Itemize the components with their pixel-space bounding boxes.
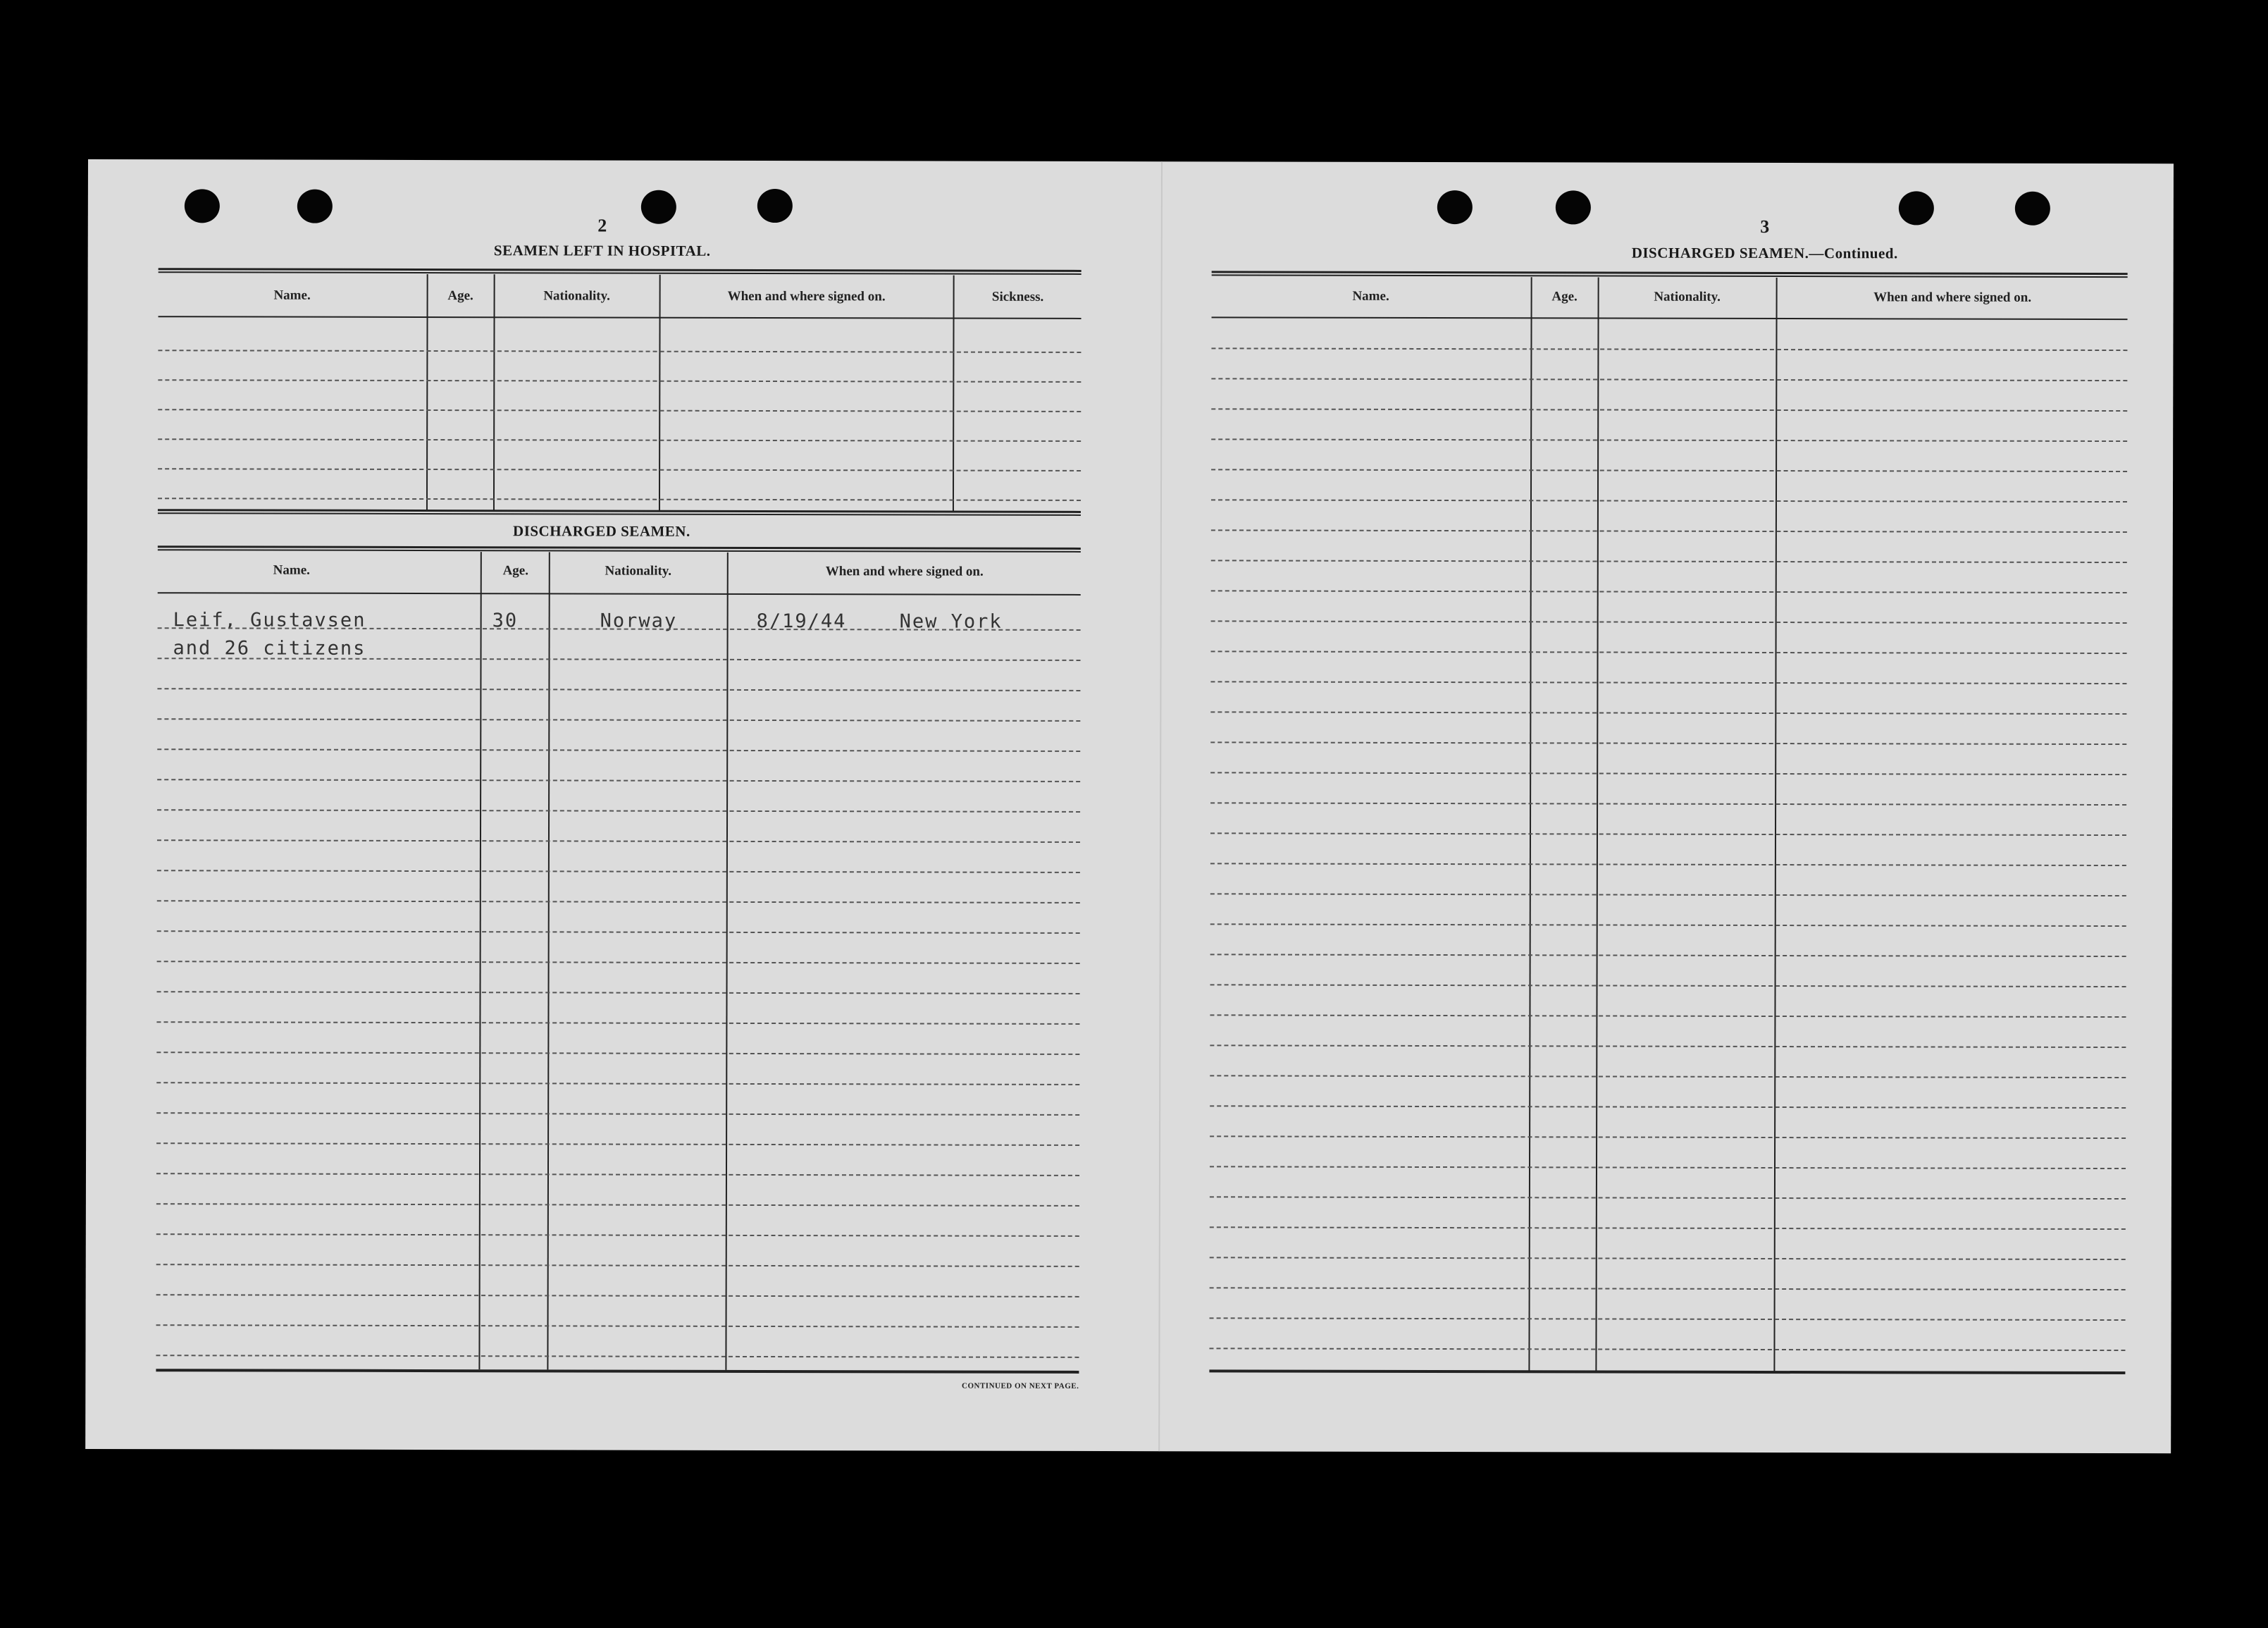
entry-line [156,1052,1079,1055]
col-name-header: Name. [273,562,310,578]
entry-line [1211,408,2127,412]
entry-line [1211,590,2127,593]
entry-line [157,688,1080,691]
entry-date: 8/19/44 [756,610,847,633]
column-divider [1528,277,1532,1371]
continued-note: CONTINUED ON NEXT PAGE. [962,1381,1079,1390]
entry-line [1210,1044,2126,1048]
entry-line [1210,923,2126,927]
entry-place: New York [899,610,1003,633]
entry-line [1211,499,2127,502]
entry-line [1210,1105,2126,1109]
header-rule [158,545,1081,553]
entry-line [1210,893,2126,896]
entry-line [157,779,1080,782]
column-divider [953,276,955,512]
entry-line [157,718,1080,722]
entry-line [1211,650,2127,654]
entry-line [1210,1075,2126,1078]
entry-line [158,658,1081,661]
entry-line [1211,469,2127,472]
entry-line [1210,1135,2126,1139]
col-signed-on-header: When and where signed on. [1873,290,2032,305]
entry-line [157,748,1080,752]
entry-line [157,930,1080,934]
header-rule [1212,271,2128,278]
column-divider [659,275,661,512]
entry-line [158,468,1081,471]
entry-line [1211,347,2127,351]
ledger-sheet [85,159,2174,1453]
entry-line [1210,832,2126,836]
col-nationality-header: Nationality. [1654,289,1721,304]
entry-line [1211,438,2127,442]
entry-line [1210,954,2126,957]
entry-line [156,1324,1079,1328]
entry-line [1210,711,2126,715]
entry-name: Leif, Gustavsen [173,609,366,631]
col-nationality-header: Nationality. [605,563,672,579]
entry-line [156,1082,1079,1085]
col-age-header: Age. [1551,289,1578,304]
column-divider [478,552,481,1369]
entry-line [156,1203,1079,1207]
entry-line [1210,741,2126,745]
entry-line [156,1173,1079,1176]
col-sickness-header: Sickness. [991,289,1044,304]
column-header-rule [159,316,1082,319]
entry-line [1211,560,2127,563]
entry-line [158,350,1081,353]
entry-line [1211,378,2127,381]
entry-line [156,1142,1079,1146]
entry-line [1210,681,2126,684]
entry-age: 30 [492,610,519,632]
entry-line [1210,1257,2126,1260]
column-divider [1595,277,1599,1371]
table-bottom-rule [156,1369,1079,1374]
entry-line [1210,863,2126,866]
page-fold [1158,161,1163,1451]
discharged-continued-title: DISCHARGED SEAMEN.—Continued. [1631,244,1898,262]
column-divider [725,553,728,1370]
col-age-header: Age. [447,288,473,304]
section-rule [158,509,1081,516]
column-divider [1773,278,1777,1372]
entry-line [156,1264,1079,1267]
entry-line [156,1233,1079,1237]
column-divider [426,274,428,511]
entry-line [157,839,1080,843]
hospital-section-title: SEAMEN LEFT IN HOSPITAL. [493,242,711,259]
discharged-section-title: DISCHARGED SEAMEN. [513,522,690,540]
entry-line [1209,1348,2125,1351]
page-number: 3 [1760,216,1770,237]
entry-line [1210,984,2126,987]
entry-line [1210,1014,2126,1018]
column-divider [547,552,550,1369]
left-page [85,159,1159,1451]
entry-line [157,809,1080,813]
entry-nationality: Norway [600,610,678,632]
entry-line [1210,1317,2126,1321]
col-signed-on-header: When and where signed on. [825,564,984,579]
entry-line [156,1294,1079,1297]
entry-name: and 26 citizens [173,637,366,660]
column-header-rule [158,592,1081,596]
entry-line [158,498,1081,501]
entry-line [1211,529,2127,533]
col-name-header: Name. [273,288,311,303]
entry-line [156,1112,1079,1116]
col-signed-on-header: When and where signed on. [727,288,886,304]
entry-line [156,1021,1079,1025]
entry-line [1210,1226,2126,1230]
column-divider [493,274,495,511]
col-nationality-header: Nationality. [543,288,610,304]
column-header-rule [1212,316,2128,320]
entry-line [157,961,1080,964]
entry-line [1210,1196,2126,1200]
entry-line [157,900,1080,904]
entry-line [157,991,1080,994]
right-page [1163,161,2174,1453]
entry-line [156,1355,1079,1358]
col-age-header: Age. [502,563,529,579]
entry-line [1210,1166,2126,1169]
entry-line [1210,772,2126,775]
entry-line [1210,1287,2126,1290]
entry-line [1211,620,2127,624]
entry-line [158,409,1081,412]
page-number: 2 [597,215,607,236]
entry-line [1210,802,2126,806]
header-rule [159,268,1082,275]
col-name-header: Name. [1352,288,1389,304]
entry-line [157,870,1080,873]
entry-line [158,438,1081,442]
table-bottom-rule [1209,1369,2125,1374]
entry-line [158,379,1081,383]
